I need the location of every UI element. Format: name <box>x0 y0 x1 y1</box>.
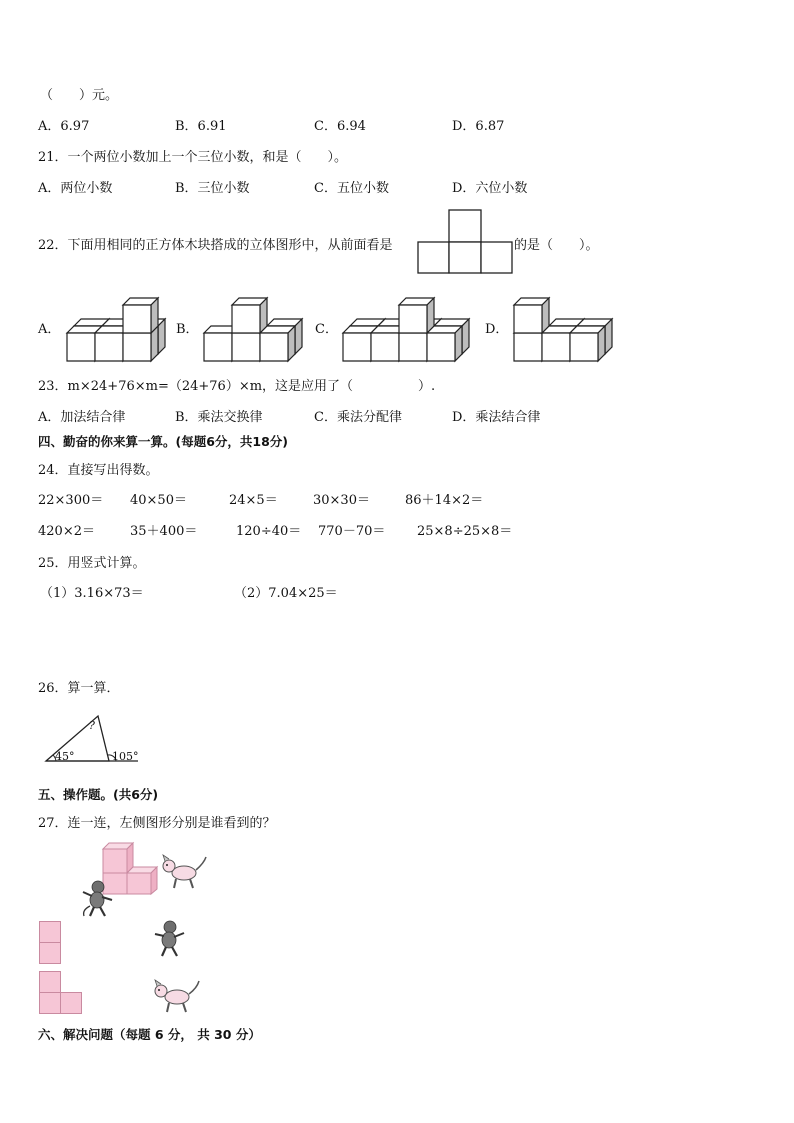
q24-item: 86＋14×2＝ <box>405 493 484 508</box>
q21-option-c[interactable]: C．五位小数 <box>314 181 389 196</box>
q24-item: 40×50＝ <box>130 493 187 508</box>
section-5-heading: 五、操作题。(共6分) <box>38 787 159 802</box>
q20-option-d[interactable]: D．6.87 <box>452 119 505 134</box>
q24-item: 120÷40＝ <box>236 524 302 539</box>
q22-option-c[interactable]: C． <box>315 322 338 337</box>
q21-option-d[interactable]: D．六位小数 <box>452 181 528 196</box>
q21-text: 21．一个两位小数加上一个三位小数，和是（ ）。 <box>38 150 348 165</box>
q27-monkey-icon[interactable] <box>152 920 188 958</box>
q23-option-c[interactable]: C．乘法分配律 <box>314 410 402 425</box>
q25-item-1: （1）3.16×73＝ <box>40 586 144 601</box>
q22-text-before: 22．下面用相同的正方体木块搭成的立体图形中，从前面看是 <box>38 238 393 253</box>
q21-option-b[interactable]: B．三位小数 <box>175 181 250 196</box>
q23-text: 23．m×24+76×m=（24+76）×m，这是应用了（ ）. <box>38 379 436 394</box>
q22-option-c-figure <box>342 288 472 364</box>
q22-option-d[interactable]: D． <box>485 322 509 337</box>
q25-text: 25．用竖式计算。 <box>38 556 146 571</box>
q24-item: 770－70＝ <box>318 524 386 539</box>
q22-option-d-figure <box>513 288 623 364</box>
q22-option-a[interactable]: A． <box>38 322 61 337</box>
q24-item: 420×2＝ <box>38 524 95 539</box>
q23-option-a[interactable]: A．加法结合律 <box>38 410 126 425</box>
q27-dog-icon[interactable] <box>160 853 208 891</box>
q23-option-b[interactable]: B．乘法交换律 <box>175 410 263 425</box>
q26-text: 26．算一算． <box>38 681 120 696</box>
q26-angle-b: 105° <box>112 750 139 763</box>
section-6-heading: 六、解决问题（每题 6 分， 共 30 分） <box>38 1027 261 1042</box>
q22-text-after: 的是（ ）。 <box>514 238 599 253</box>
q22-option-b[interactable]: B． <box>176 322 199 337</box>
q27-monkey-icon[interactable] <box>80 880 116 918</box>
q24-item: 25×8÷25×8＝ <box>417 524 513 539</box>
q20-tail: （ ）元。 <box>40 88 119 103</box>
section-4-heading: 四、勤奋的你来算一算。(每题6分，共18分) <box>38 434 289 449</box>
q24-item: 30×30＝ <box>313 493 370 508</box>
q20-option-a[interactable]: A．6.97 <box>38 119 90 134</box>
q26-angle-unknown: ? <box>89 719 95 732</box>
q20-option-b[interactable]: B．6.91 <box>175 119 227 134</box>
q25-item-2: （2）7.04×25＝ <box>234 586 338 601</box>
q27-text: 27．连一连，左侧图形分别是谁看到的？ <box>38 816 276 831</box>
q21-option-a[interactable]: A．两位小数 <box>38 181 113 196</box>
q22-front-view-figure <box>417 209 513 275</box>
q27-dog-icon[interactable] <box>151 977 201 1015</box>
q27-view-2-figure[interactable] <box>39 971 83 1015</box>
q22-option-b-figure <box>203 288 313 364</box>
q24-item: 24×5＝ <box>229 493 278 508</box>
q20-option-c[interactable]: C．6.94 <box>314 119 366 134</box>
q26-angle-a: 45° <box>55 750 75 763</box>
q24-item: 22×300＝ <box>38 493 104 508</box>
q22-option-a-figure <box>66 288 171 364</box>
q24-item: 35＋400＝ <box>130 524 198 539</box>
q24-text: 24．直接写出得数。 <box>38 463 159 478</box>
q23-option-d[interactable]: D．乘法结合律 <box>452 410 541 425</box>
q27-view-1-figure[interactable] <box>39 921 63 965</box>
